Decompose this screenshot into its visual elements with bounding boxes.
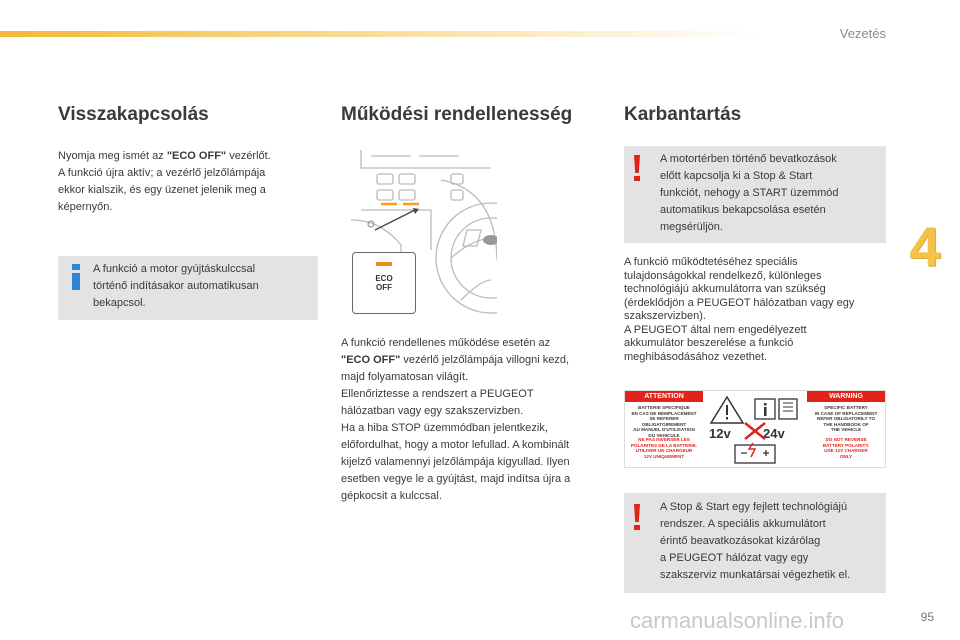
- label-fr-bottom: [627, 437, 701, 459]
- col1-text: Nyomja meg ismét az: [58, 150, 167, 162]
- label-attention: ATTENTION: [625, 391, 703, 402]
- col3-line: akkumulátor beszerelése a funkció: [624, 337, 794, 349]
- warn-line: A motortérben történő bevatkozások: [660, 153, 837, 165]
- page-number: 95: [920, 610, 934, 624]
- label-en-top: [809, 405, 883, 433]
- col1-line: képernyőn.: [58, 201, 113, 213]
- info-line: bekapcsol.: [93, 297, 146, 309]
- col3-line: (érdeklődjön a PEUGEOT hálózatban vagy egy: [624, 296, 855, 309]
- warning-box-engine: [624, 146, 886, 243]
- info-box: [58, 256, 318, 320]
- label-text: SPECIFIC BATTERY: [824, 405, 868, 410]
- col3-line: technológiájú akkumulátorra van szükség: [624, 283, 826, 295]
- label-24v: 24v: [763, 426, 785, 441]
- col1-line: A funkció újra aktív; a vezérlő jelzőlámpája: [58, 167, 266, 179]
- warn-line: érintő beavatkozásokat kizárólag: [660, 535, 821, 547]
- eco-label: ECO: [375, 274, 393, 283]
- warn-line: funkciót, nehogy a START üzemmód: [660, 187, 839, 199]
- col3-line: szakszervizben).: [624, 310, 706, 322]
- col3-line: tulajdonságokkal rendelkező, különleges: [624, 269, 822, 282]
- eco-off-button[interactable]: [352, 252, 416, 314]
- info-line: A funkció a motor gyújtáskulccsal: [93, 263, 256, 275]
- battery-warning-label: [624, 390, 886, 468]
- eco-off-bold: "ECO OFF": [341, 354, 401, 366]
- label-text: REFER OBLIGATORILY TO: [816, 416, 876, 422]
- col1-text: vezérlőt.: [226, 150, 271, 162]
- col3-line: A PEUGEOT által nem engedélyezett: [624, 323, 807, 336]
- warn-line: automatikus bekapcsolása esetén: [660, 204, 826, 216]
- warning-box-specialist: [624, 493, 886, 593]
- off-label: OFF: [376, 283, 392, 292]
- col3-line: A funkció működtetéséhez speciális: [624, 256, 798, 268]
- warning-icon: [633, 155, 643, 181]
- watermark: carmanualsonline.info: [630, 608, 845, 633]
- label-text: THE VEHICLE: [830, 427, 862, 433]
- col2-line: Ha a hiba STOP üzemmódban jelentkezik,: [341, 422, 548, 434]
- warn-line: A Stop & Start egy fejlett technológiájú: [660, 501, 848, 513]
- label-text: IN CASE OF REPLACEMENT: [814, 410, 878, 416]
- battery-pictogram-icon: [705, 393, 805, 465]
- label-12v: 12v: [709, 426, 731, 441]
- label-text: AU MANUEL D'UTILISATION: [633, 427, 695, 433]
- col2-line: gépkocsit a kulccsal.: [341, 490, 442, 502]
- eco-off-bold: "ECO OFF": [166, 150, 227, 162]
- label-text: ONLY: [839, 453, 853, 459]
- warn-line: előtt kapcsolja ki a Stop & Start: [660, 170, 813, 182]
- col2-line: hálózatban vagy egy szakszervizben.: [341, 405, 524, 417]
- label-text: SE REFERER OBLIGATOIREMENT: [641, 416, 687, 427]
- info-line: történő indításakor automatikusan: [93, 280, 259, 292]
- title-mukodesi-rendellenesseg: Működési rendellenesség: [341, 104, 573, 125]
- label-warning: WARNING: [807, 391, 885, 402]
- col2-line: majd folyamatosan világít.: [341, 371, 469, 383]
- label-text: EN CAS DE REMPLACEMENT: [631, 410, 697, 416]
- col2-line: esetben vegye le a gyújtást, majd indítsa újra a: [341, 473, 571, 485]
- col3-line: meghibásodásához vezethet.: [624, 350, 768, 363]
- eco-off-indicator-led: [376, 262, 392, 266]
- chapter-number: 4: [909, 215, 941, 278]
- label-text: USE 12V CHARGER: [824, 448, 868, 454]
- label-text: POLARITES DE LA BATTERIE.: [630, 442, 698, 448]
- col2-line: Ellenőriztesse a rendszert a PEUGEOT: [341, 388, 534, 400]
- col2-text: vezérlő jelzőlámpája villogni kezd,: [400, 354, 570, 366]
- title-visszakapcsolas: Visszakapcsolás: [58, 104, 209, 125]
- label-text: NE PAS INVERSER LES: [638, 437, 690, 442]
- section-header: Vezetés: [839, 26, 886, 41]
- label-fr-top: [627, 405, 701, 439]
- col3-paragraph: [624, 256, 889, 364]
- col2-line: előfordulhat, hogy a motor lefullad. A kombinált: [341, 439, 570, 451]
- col2-paragraph: [341, 335, 603, 505]
- label-en-bottom: [809, 437, 883, 459]
- col1-line: ekkor kialszik, és egy üzenet jelenik meg a: [58, 184, 266, 196]
- label-text: DU VEHICULE: [648, 432, 680, 438]
- warning-icon: [633, 504, 643, 530]
- header-accent-bar: [0, 31, 760, 37]
- warn-line: megsérüljön.: [660, 221, 723, 233]
- label-text: UTILISER UN CHARGEUR: [635, 448, 693, 454]
- col2-line: A funkció rendellenes működése esetén az: [341, 337, 551, 349]
- label-text: DO NOT REVERSE: [825, 437, 867, 442]
- title-karbantartas: Karbantartás: [624, 104, 742, 125]
- label-text: THE HANDBOOK OF: [823, 421, 869, 427]
- col2-line: kijelző valamennyi jelzőlámpája kigyullad. Ilyen: [341, 456, 570, 468]
- warn-line: rendszer. A speciális akkumulátort: [660, 518, 826, 530]
- info-icon: [71, 264, 81, 290]
- label-text: BATTERIE SPECIFIQUE: [638, 405, 690, 410]
- warn-line: a PEUGEOT hálózat vagy egy: [660, 552, 809, 564]
- label-text: BATTERY POLARITY.: [822, 442, 870, 448]
- warn-line: szakszerviz munkatársai végezhetik el.: [660, 569, 851, 581]
- label-text: 12V UNIQUEMENT: [643, 453, 685, 459]
- col1-paragraph: [58, 148, 318, 216]
